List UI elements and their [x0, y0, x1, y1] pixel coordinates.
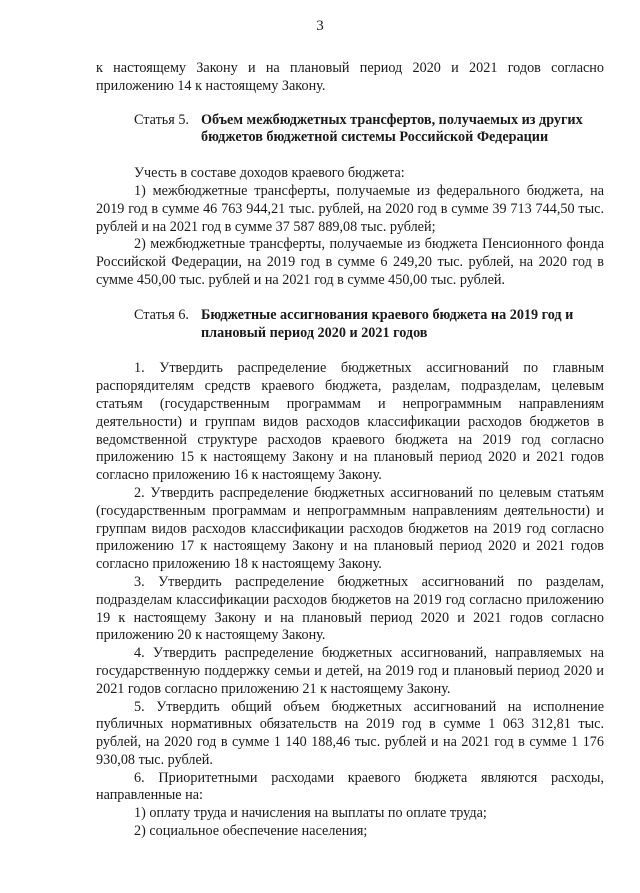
document-body	[96, 60, 604, 841]
article-6-label: Статья 6.	[134, 306, 189, 323]
article-6-paragraph: 3. Утвердить распределение бюджетных ассигнований по разделам, подразделам классификации расходов бюджетов на 2019 год согласно приложению 19 к настоящему Закону и на плановый период 2020 и 2021 годов согласно приложению 20 к настоящему Закону.	[96, 573, 604, 644]
intro-paragraph: к настоящему Закону и на плановый период 2020 и 2021 годов согласно приложению 14 к настоящему Закону.	[96, 60, 604, 94]
article-6-list-item: 1) оплату труда и начисления на выплаты по оплате труда;	[134, 805, 487, 822]
article-6-paragraph: 6. Приоритетными расходами краевого бюджета являются расходы, направленные на:	[96, 769, 604, 804]
article-6-paragraph: 2. Утвердить распределение бюджетных ассигнований по целевым статьям (государственным программам и непрограммным направлениям деятельности) и группам видов расходов классификации расходов бюджетов на 2019 год согласно приложению 17 к настоящему Закону и на плановый период 2020 и 2021 годов согласно приложению 18 к настоящему Закону.	[96, 484, 604, 573]
article-6-heading	[96, 307, 604, 343]
article-5-paragraph: 1) межбюджетные трансферты, получаемые из федерального бюджета, на 2019 год в сумме 46 763 944,21 тыс. рублей, на 2020 год в сумме 39 713 744,50 тыс. рублей и на 2021 год в сумме 37 587 889,08 тыс. рублей;	[96, 182, 604, 235]
article-5-paragraph: 2) межбюджетные трансферты, получаемые из бюджета Пенсионного фонда Российской Федерации, на 2019 год в сумме 6 249,20 тыс. рублей, на 2020 год в сумме 450,00 тыс. рублей и на 2021 год в сумме 450,00 тыс. рублей.	[96, 236, 604, 288]
article-6-paragraph: 4. Утвердить распределение бюджетных ассигнований, направляемых на государственную поддержку семьи и детей, на 2019 год и плановый период 2020 и 2021 годов согласно приложению 21 к настоящему Закону.	[96, 645, 604, 697]
article-5-label: Статья 5.	[134, 111, 189, 128]
page-number: 3	[316, 18, 324, 34]
article-5-paragraph: Учесть в составе доходов краевого бюджета:	[134, 165, 405, 182]
article-6-paragraph: 5. Утвердить общий объем бюджетных ассигнований на исполнение публичных нормативных обязательств на 2019 год в сумме 1 063 312,81 тыс. рублей, на 2020 год в сумме 1 140 188,46 тыс. рублей и на 2021 год в сумме 1 176 930,08 тыс. рублей.	[96, 698, 604, 768]
article-5-heading	[96, 112, 604, 148]
article-6-paragraph: 1. Утвердить распределение бюджетных ассигнований по главным распорядителям средств краевого бюджета, разделам, подразделам, целевым статьям (государственным программам и непрограммным направлениям деятельности) и группам видов расходов классификации расходов бюджетов в ведомственной структуре расходов краевого бюджета на 2019 год согласно приложению 15 к настоящему Закону и на плановый период 2020 и 2021 годов согласно приложению 16 к настоящему Закону.	[96, 360, 604, 484]
article-6-title: Бюджетные ассигнования краевого бюджета на 2019 год и плановый период 2020 и 2021 годов	[201, 306, 574, 341]
article-6-list-item: 2) социальное обеспечение населения;	[134, 823, 368, 840]
article-5-title: Объем межбюджетных трансфертов, получаемых из других бюджетов бюджетной системы Российской Федерации	[201, 111, 583, 146]
